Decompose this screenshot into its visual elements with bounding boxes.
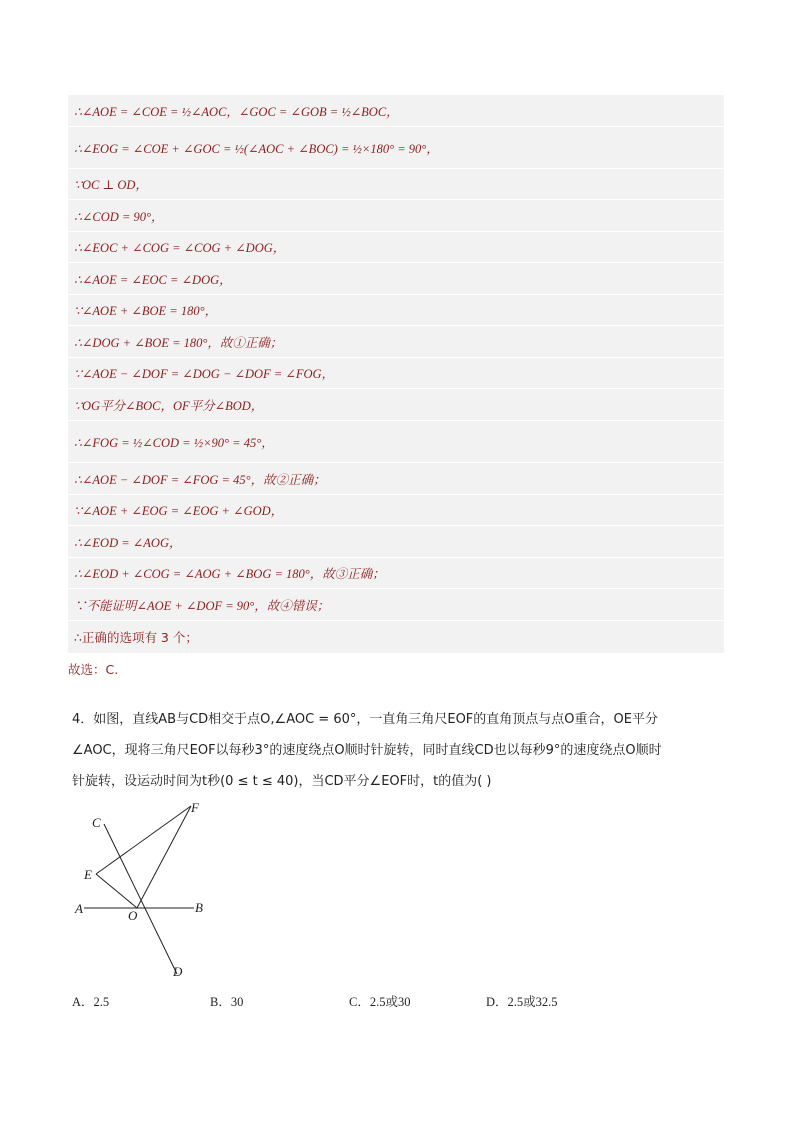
label-b: B — [195, 900, 203, 915]
solution-line: ∵不能证明∠AOE + ∠DOF = 90°，故④错误； — [68, 589, 724, 621]
question-4 — [72, 704, 724, 797]
option-d[interactable]: D．2.5或32.5 — [486, 995, 558, 1009]
label-e: E — [84, 867, 92, 882]
label-f: F — [191, 800, 199, 815]
solution-line: ∴正确的选项有 3 个； — [68, 621, 724, 654]
label-d: D — [173, 964, 183, 979]
label-o: O — [128, 908, 138, 923]
line-cd — [104, 824, 177, 974]
solution-line: ∵OG平分∠BOC，OF平分∠BOD， — [68, 389, 724, 421]
solution-line: ∴∠EOD + ∠COG = ∠AOG + ∠BOG = 180°，故③正确； — [68, 558, 724, 589]
option-a[interactable]: A．2.5 — [72, 995, 110, 1009]
option-b[interactable]: B．30 — [210, 995, 244, 1009]
segment-ef — [96, 806, 191, 874]
solution-line: ∵∠AOE + ∠BOE = 180°， — [68, 295, 724, 326]
solution-line: ∵∠AOE + ∠EOG = ∠EOG + ∠GOD， — [68, 495, 724, 526]
geometry-figure — [70, 798, 240, 988]
question-line-2: ∠AOC，现将三角尺EOF以每秒3°的速度绕点O顺时针旋转，同时直线CD也以每秒9°的速度绕点O顺时 — [72, 743, 662, 758]
solution-line: 故选：C. — [62, 654, 724, 684]
segment-of — [137, 806, 191, 908]
solution-line: ∵∠AOE − ∠DOF = ∠DOG − ∠DOF = ∠FOG， — [68, 358, 724, 389]
question-line-3: 针旋转，设运动时间为t秒(0 ≤ t ≤ 40)，当CD平分∠EOF时，t的值为( ) — [72, 774, 492, 789]
label-c: C — [92, 815, 101, 830]
solution-block — [68, 95, 724, 684]
question-line-1: 4．如图，直线AB与CD相交于点O,∠AOC = 60°，一直角三角尺EOF的直角顶点与点O重合，OE平分 — [72, 712, 658, 727]
solution-line: ∴∠FOG = ½∠COD = ½×90° = 45°， — [68, 421, 724, 463]
solution-line: ∴∠AOE = ∠COE = ½∠AOC，∠GOC = ∠GOB = ½∠BOC， — [68, 95, 724, 127]
solution-line: ∴∠AOE = ∠EOC = ∠DOG， — [68, 263, 724, 295]
option-c[interactable]: C．2.5或30 — [349, 995, 411, 1009]
solution-line: ∴∠AOE − ∠DOF = ∠FOG = 45°，故②正确； — [68, 463, 724, 495]
solution-line: ∵OC ⊥ OD， — [68, 169, 724, 200]
solution-line: ∴∠DOG + ∠BOE = 180°，故①正确； — [68, 326, 724, 358]
label-a: A — [75, 901, 83, 916]
solution-line: ∴∠EOD = ∠AOG， — [68, 526, 724, 558]
solution-line: ∴∠EOC + ∠COG = ∠COG + ∠DOG， — [68, 232, 724, 263]
solution-line: ∴∠EOG = ∠COE + ∠GOC = ½(∠AOC + ∠BOC) = ½×180° = 90°， — [68, 127, 724, 169]
answer-options — [72, 992, 724, 1012]
solution-line: ∴∠COD = 90°， — [68, 200, 724, 232]
